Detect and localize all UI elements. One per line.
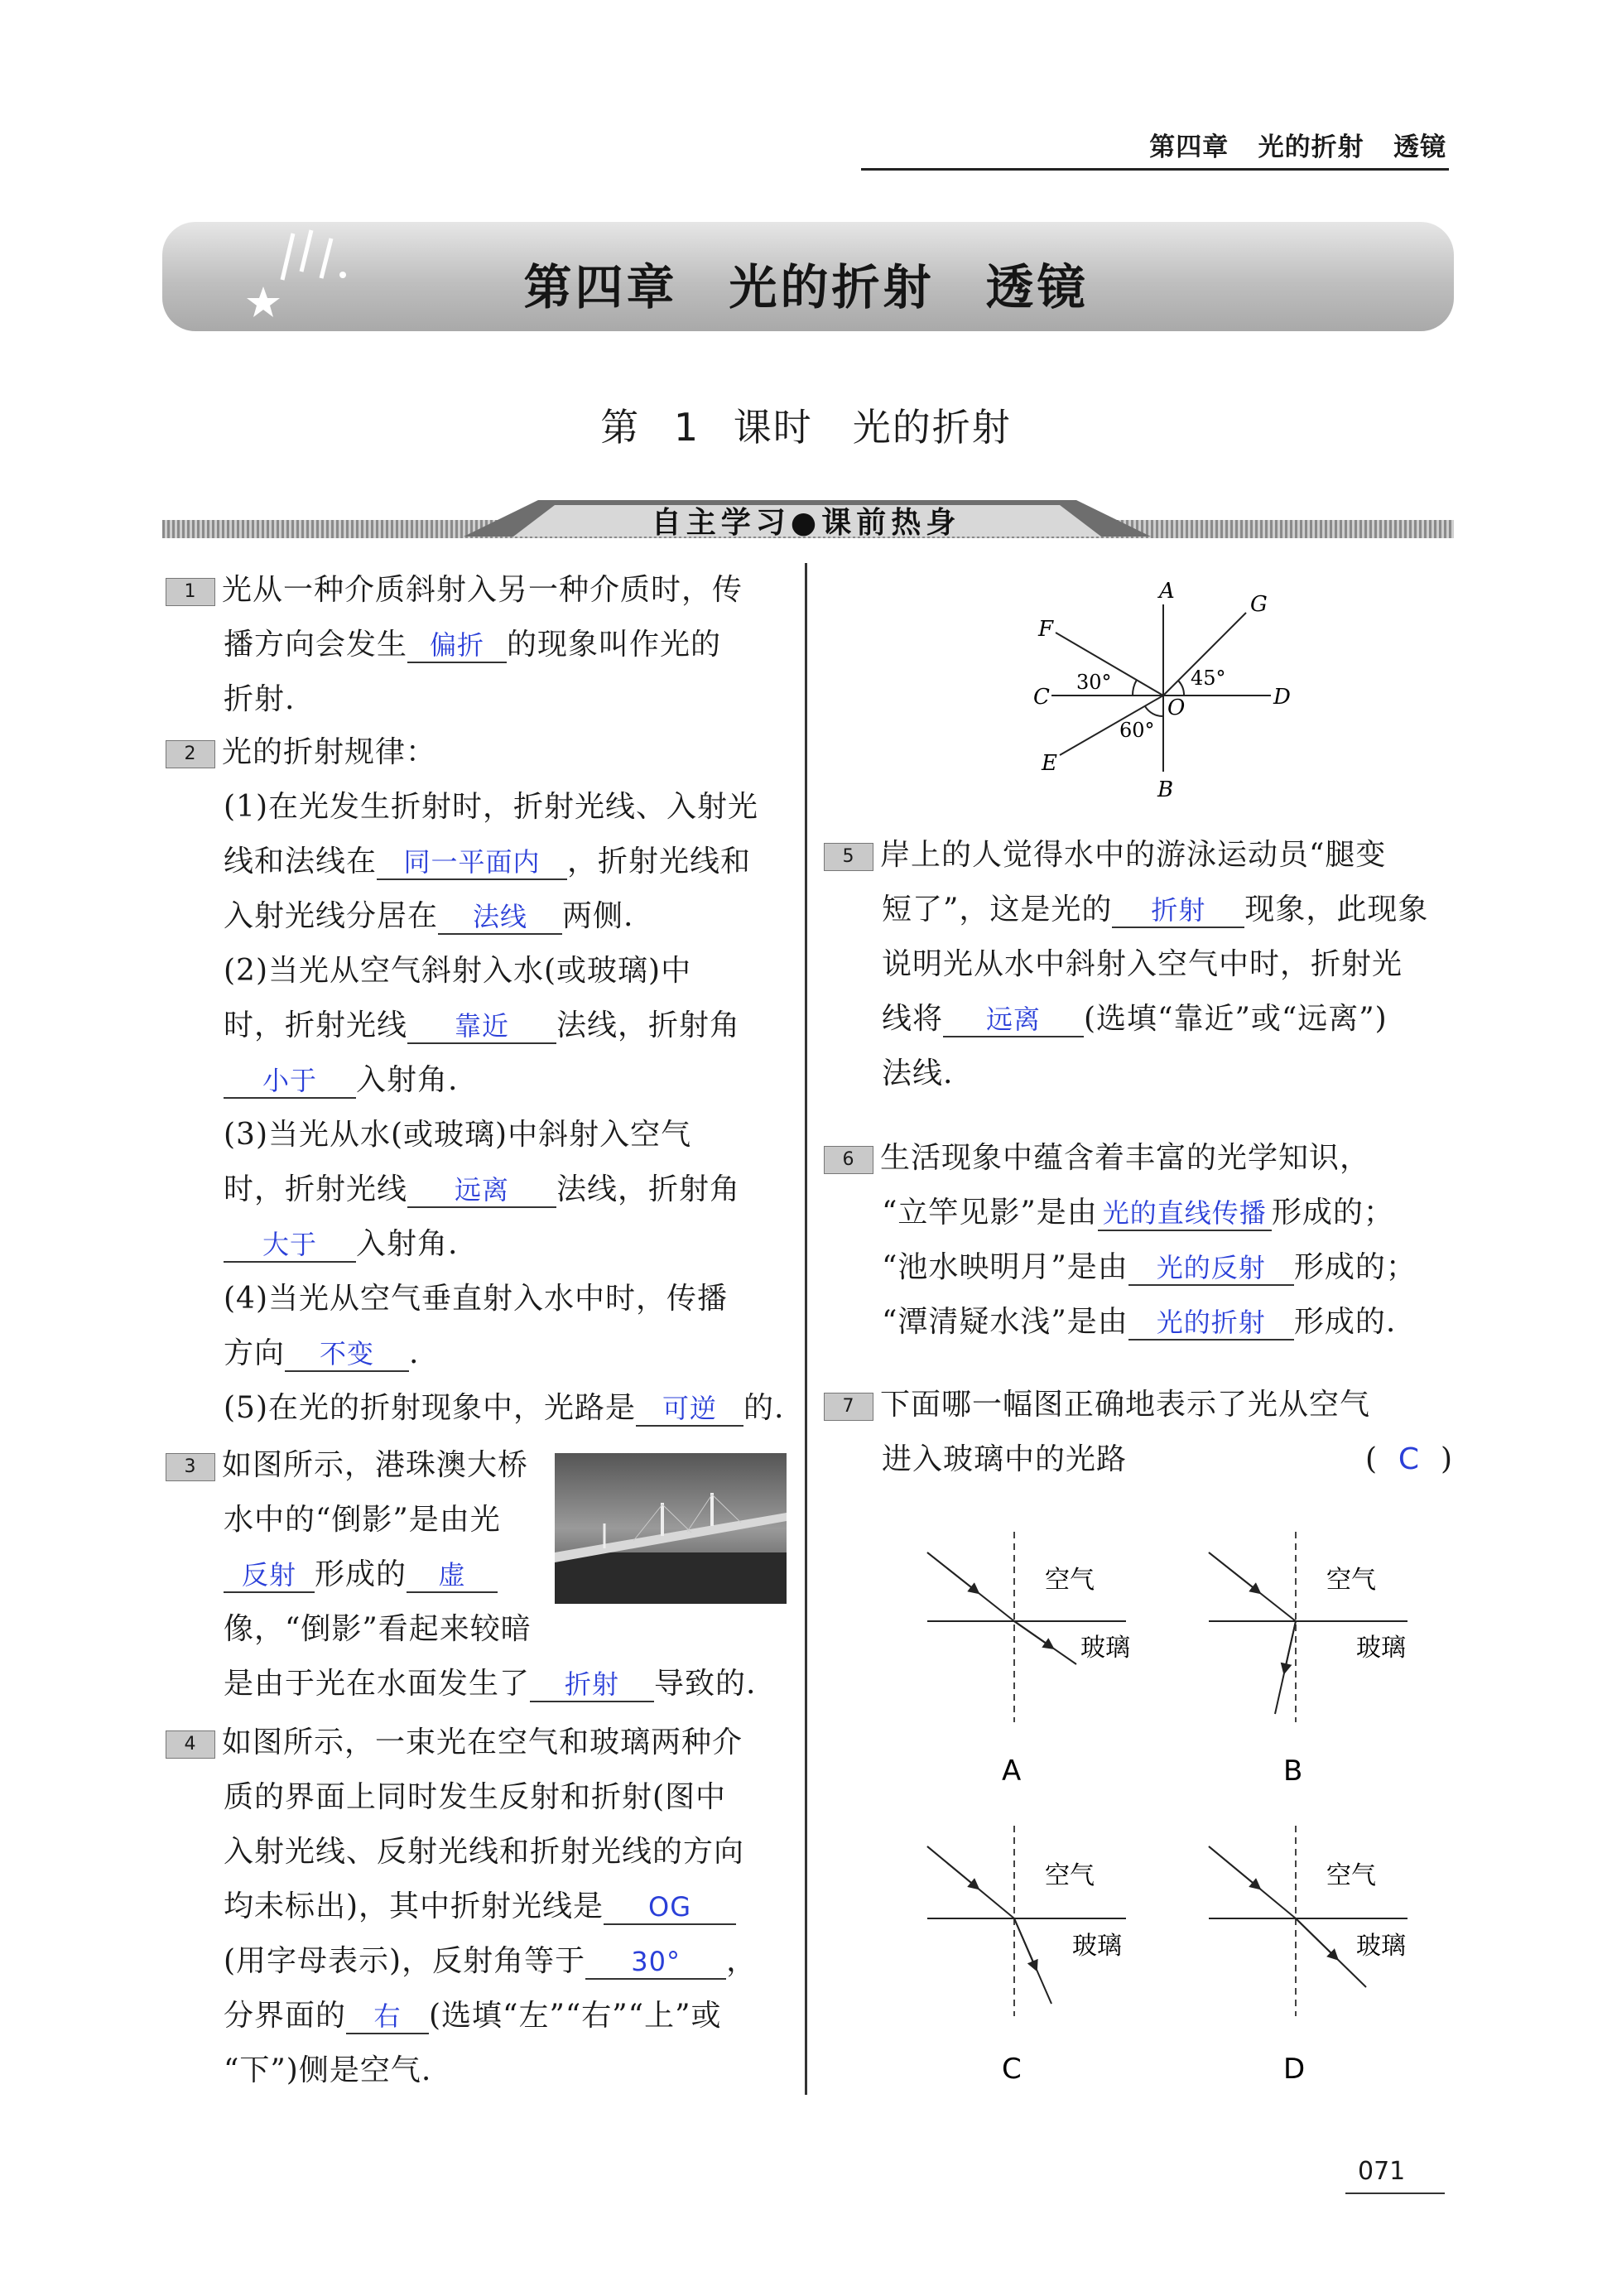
q7-text: 进入玻璃中的光路 <box>882 1442 1128 1476</box>
q1-text: 光从一种介质斜射入另一种介质时，传 <box>222 573 743 607</box>
q5-text: 法线. <box>882 1057 954 1090</box>
q2-text: (5)在光的折射现象中，光路是 <box>224 1391 636 1425</box>
q2-text: 方向 <box>224 1336 286 1370</box>
q2-text: 法线，折射角 <box>556 1172 741 1206</box>
q5-text: (选填“靠近”或“远离”) <box>1084 1002 1388 1036</box>
q4-text: 如图所示，一束光在空气和玻璃两种介 <box>222 1726 743 1759</box>
q5-text: 线将 <box>882 1002 944 1036</box>
question-number: 5 <box>824 843 873 871</box>
paren-right: ) <box>1440 1442 1453 1476</box>
q4-text: “下”)侧是空气. <box>224 2053 432 2087</box>
q6-text: 形成的； <box>1293 1250 1417 1284</box>
label-E: E <box>1042 751 1057 776</box>
column-divider <box>805 563 807 2095</box>
running-header <box>1149 126 1446 163</box>
q5-text: 说明光从水中斜射入空气中时，折射光 <box>882 947 1403 981</box>
q6-text: 形成的； <box>1271 1196 1394 1230</box>
q4-text: 入射光线、反射光线和折射光线的方向 <box>224 1835 745 1869</box>
answer-blank[interactable]: 30° <box>585 1945 726 1980</box>
q2-text: 入射光线分居在 <box>224 899 439 933</box>
q1-text: 折射. <box>224 682 296 716</box>
air-label: 空气 <box>1326 1861 1376 1890</box>
q4-text: (用字母表示)，反射角等于 <box>224 1944 586 1978</box>
question-5 <box>824 828 1453 1101</box>
answer-blank[interactable]: 折射 <box>1112 893 1244 928</box>
answer-blank[interactable]: OG <box>604 1890 736 1925</box>
q2-text: 线和法线在 <box>224 845 378 878</box>
q2-text: 入射角. <box>356 1227 459 1261</box>
glass-label: 玻璃 <box>1072 1932 1122 1961</box>
q5-text: 短了”，这是光的 <box>882 893 1113 927</box>
label-B: B <box>1157 777 1174 802</box>
paren-left: ( <box>1364 1442 1379 1476</box>
question-number: 6 <box>824 1146 873 1174</box>
q7-text: 下面哪一幅图正确地表示了光从空气 <box>880 1388 1371 1422</box>
q2-text: 两侧. <box>562 899 634 933</box>
answer-blank[interactable]: 远离 <box>943 1003 1084 1037</box>
question-1 <box>166 563 795 727</box>
glass-label: 玻璃 <box>1356 1932 1406 1961</box>
q2-text: 时，折射光线 <box>224 1008 408 1042</box>
answer-blank[interactable]: 右 <box>346 2000 429 2034</box>
option-b-label[interactable]: B <box>1283 1754 1303 1788</box>
q2-text: 光的折射规律： <box>222 735 437 769</box>
q2-text: 时，折射光线 <box>224 1172 408 1206</box>
answer-blank[interactable]: 折射 <box>530 1668 654 1702</box>
label-A: A <box>1159 580 1175 604</box>
bridge-photo <box>555 1453 787 1604</box>
q6-text: “潭清疑水浅”是由 <box>882 1305 1128 1339</box>
label-F: F <box>1038 617 1054 642</box>
label-O: O <box>1167 696 1186 720</box>
q1-text: 播方向会发生 <box>224 628 408 662</box>
q4-text: 均未标出)，其中折射光线是 <box>224 1889 604 1923</box>
q3-text: 是由于光在水面发生了 <box>224 1667 531 1701</box>
q2-text: (2)当光从空气斜射入水(或玻璃)中 <box>224 954 692 988</box>
answer-blank[interactable]: 光的折射 <box>1128 1306 1294 1341</box>
q5-text: 岸上的人觉得水中的游泳运动员“腿变 <box>880 838 1387 872</box>
q4-text: 分界面的 <box>224 1999 347 2033</box>
q2-text: (1)在光发生折射时，折射光线、入射光 <box>224 790 758 824</box>
glass-label: 玻璃 <box>1356 1634 1406 1663</box>
option-c-label[interactable]: C <box>1002 2053 1022 2086</box>
q3-text: 导致的. <box>654 1667 757 1701</box>
answer-choice[interactable]: C <box>1398 1442 1421 1476</box>
question-7 <box>824 1378 1453 1487</box>
air-label: 空气 <box>1045 1566 1095 1595</box>
answer-blank[interactable]: 反射 <box>224 1558 315 1593</box>
header-sub: 透镜 <box>1393 132 1446 162</box>
q2-text: ，折射光线和 <box>567 845 752 878</box>
answer-paren <box>1365 1432 1453 1487</box>
answer-blank[interactable]: 光的直线传播 <box>1098 1196 1272 1231</box>
question-number: 4 <box>166 1730 215 1759</box>
q7-option-diagrams <box>902 1515 1449 2103</box>
label-D: D <box>1273 685 1291 710</box>
q3-text: 水中的“倒影”是由光 <box>224 1503 501 1537</box>
header-topic: 光的折射 <box>1258 132 1364 162</box>
answer-blank[interactable]: 远离 <box>407 1173 556 1208</box>
answer-blank[interactable]: 大于 <box>224 1228 356 1263</box>
header-chapter: 第四章 <box>1149 132 1229 162</box>
air-label: 空气 <box>1326 1566 1376 1595</box>
answer-blank[interactable]: 靠近 <box>407 1009 556 1044</box>
q2-text: 法线，折射角 <box>556 1008 741 1042</box>
q2-text: 的. <box>743 1391 785 1425</box>
question-4 <box>166 1716 795 2098</box>
q4-text: (选填“左”“右”“上”或 <box>429 1999 722 2033</box>
label-G: G <box>1250 592 1268 617</box>
answer-blank[interactable]: 不变 <box>285 1337 409 1372</box>
question-6 <box>824 1131 1453 1350</box>
air-label: 空气 <box>1045 1861 1095 1890</box>
q3-text: 形成的 <box>315 1557 407 1591</box>
q3-text: 如图所示，港珠澳大桥 <box>222 1448 529 1482</box>
chapter-title: 第四章 光的折射 透镜 <box>523 259 1089 315</box>
page-number: 071 <box>1358 2157 1406 2186</box>
lesson-title: 第 1 课时 光的折射 <box>600 405 1012 450</box>
option-a-label[interactable]: A <box>1002 1754 1022 1788</box>
q2-text: . <box>409 1336 420 1370</box>
q2-text: (4)当光从空气垂直射入水中时，传播 <box>224 1282 728 1316</box>
answer-blank[interactable]: 法线 <box>438 900 562 935</box>
q4-text: 质的界面上同时发生反射和折射(图中 <box>224 1780 727 1814</box>
option-a-diagram <box>927 1532 1130 1788</box>
option-c-diagram <box>927 1826 1126 2086</box>
q4-ray-diagram <box>1027 580 1308 811</box>
header-rule <box>861 168 1449 171</box>
q6-text: 生活现象中蕴含着丰富的光学知识， <box>880 1141 1371 1175</box>
q2-text: 入射角. <box>356 1063 459 1097</box>
glass-label: 玻璃 <box>1080 1634 1130 1663</box>
angle-45: 45° <box>1191 667 1226 690</box>
question-number: 3 <box>166 1453 215 1481</box>
q6-text: “立竿见影”是由 <box>882 1196 1098 1230</box>
q1-text: 的现象叫作光的 <box>507 628 722 662</box>
angle-60: 60° <box>1119 719 1155 742</box>
q2-text: (3)当光从水(或玻璃)中斜射入空气 <box>224 1118 692 1152</box>
q6-text: “池水映明月”是由 <box>882 1250 1128 1284</box>
answer-blank[interactable]: 偏折 <box>407 628 507 663</box>
angle-30: 30° <box>1076 671 1112 694</box>
q3-text: 像，“倒影”看起来较暗 <box>224 1612 532 1646</box>
question-number: 7 <box>824 1393 873 1421</box>
answer-blank[interactable]: 虚 <box>407 1558 498 1593</box>
question-number: 1 <box>166 578 215 606</box>
option-d-diagram <box>1209 1826 1407 2086</box>
question-2 <box>166 725 795 1436</box>
answer-blank[interactable]: 可逆 <box>636 1392 743 1427</box>
answer-blank[interactable]: 光的反射 <box>1128 1251 1294 1286</box>
option-b-diagram <box>1209 1532 1407 1788</box>
page-number-rule <box>1345 2193 1445 2194</box>
section-label: 自主学习●课前热身 <box>651 506 961 540</box>
label-C: C <box>1033 685 1050 710</box>
q5-text: 现象，此现象 <box>1244 893 1429 927</box>
option-d-label[interactable]: D <box>1283 2053 1306 2086</box>
q4-text: ， <box>726 1944 758 1978</box>
answer-blank[interactable]: 同一平面内 <box>377 845 567 880</box>
answer-blank[interactable]: 小于 <box>224 1064 356 1099</box>
q6-text: 形成的. <box>1293 1305 1397 1339</box>
question-number: 2 <box>166 740 215 768</box>
